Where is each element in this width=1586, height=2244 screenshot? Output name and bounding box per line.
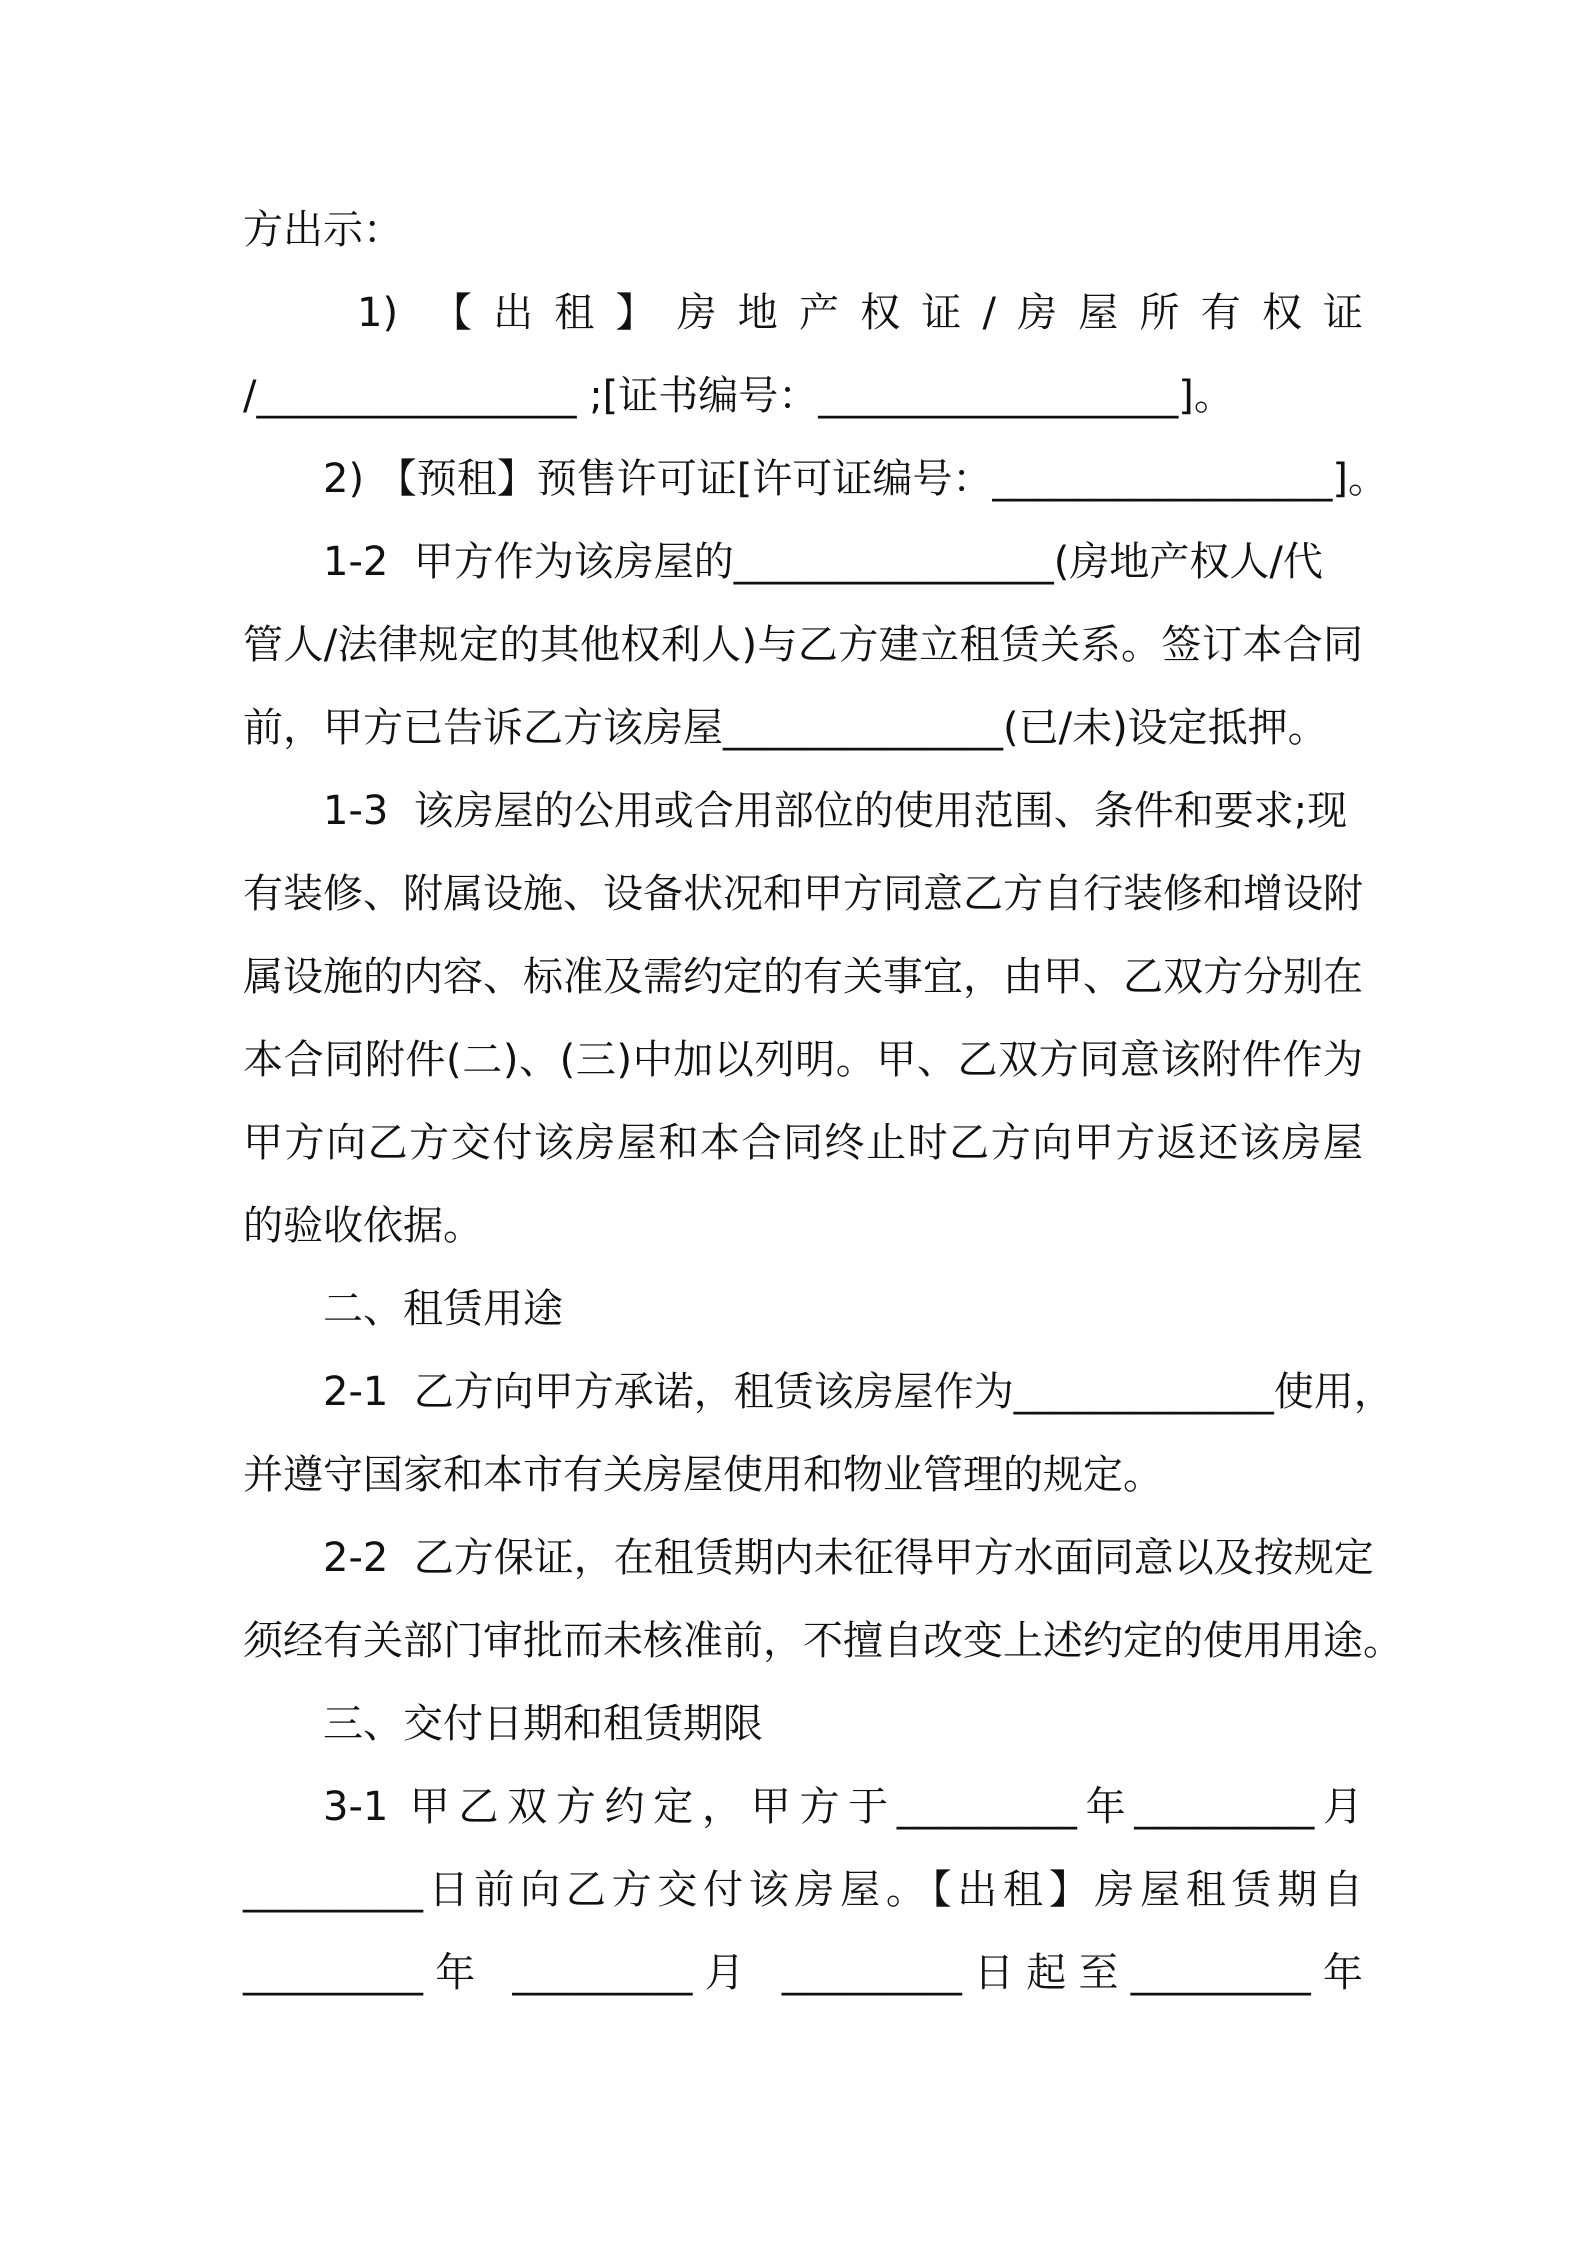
text-line-2: 1) 【出租】房地产权证/房屋所有权证	[357, 290, 1363, 336]
text-line-18: 须经有关部门审批而未核准前，不擅自改变上述约定的使用用途。	[243, 1618, 1403, 1664]
text-line-8: 1-3 该房屋的公用或合用部位的使用范围、条件和要求;现	[323, 788, 1348, 834]
section-heading-2: 二、租赁用途	[323, 1286, 563, 1332]
text-line-5: 1-2 甲方作为该房屋的________________(房地产权人/代	[323, 539, 1323, 585]
text-line-12: 甲方向乙方交付该房屋和本合同终止时乙方向甲方返还该房屋	[243, 1120, 1363, 1166]
text-line-1: 方出示：	[243, 207, 403, 253]
text-line-21: _________日前向乙方交付该房屋。【出租】房屋租赁期自	[243, 1867, 1363, 1913]
text-line-6: 管人/法律规定的其他权利人)与乙方建立租赁关系。签订本合同	[243, 622, 1363, 668]
section-heading-3: 三、交付日期和租赁期限	[323, 1701, 763, 1747]
text-line-16: 并遵守国家和本市有关房屋使用和物业管理的规定。	[243, 1452, 1163, 1498]
text-line-22: _________年 _________月 _________日起至_________年	[243, 1950, 1363, 1996]
text-line-13: 的验收依据。	[243, 1203, 483, 1249]
text-line-10: 属设施的内容、标准及需约定的有关事宜，由甲、乙双方分别在	[243, 954, 1363, 1000]
text-line-3: /________________ ;[证书编号：__________________]。	[243, 373, 1234, 419]
text-line-7: 前，甲方已告诉乙方该房屋______________(已/未)设定抵押。	[243, 705, 1328, 751]
text-line-4: 2) 【预租】预售许可证[许可证编号：_________________]。	[323, 456, 1388, 502]
text-line-11: 本合同附件(二)、(三)中加以列明。甲、乙双方同意该附件作为	[243, 1037, 1363, 1083]
text-line-17: 2-2 乙方保证，在租赁期内未征得甲方水面同意以及按规定	[323, 1535, 1374, 1581]
text-line-15: 2-1 乙方向甲方承诺，租赁该房屋作为_____________使用，	[323, 1369, 1394, 1415]
text-line-20: 3-1 甲乙双方约定，甲方于_________年_________月	[323, 1784, 1363, 1830]
text-line-9: 有装修、附属设施、设备状况和甲方同意乙方自行装修和增设附	[243, 871, 1363, 917]
